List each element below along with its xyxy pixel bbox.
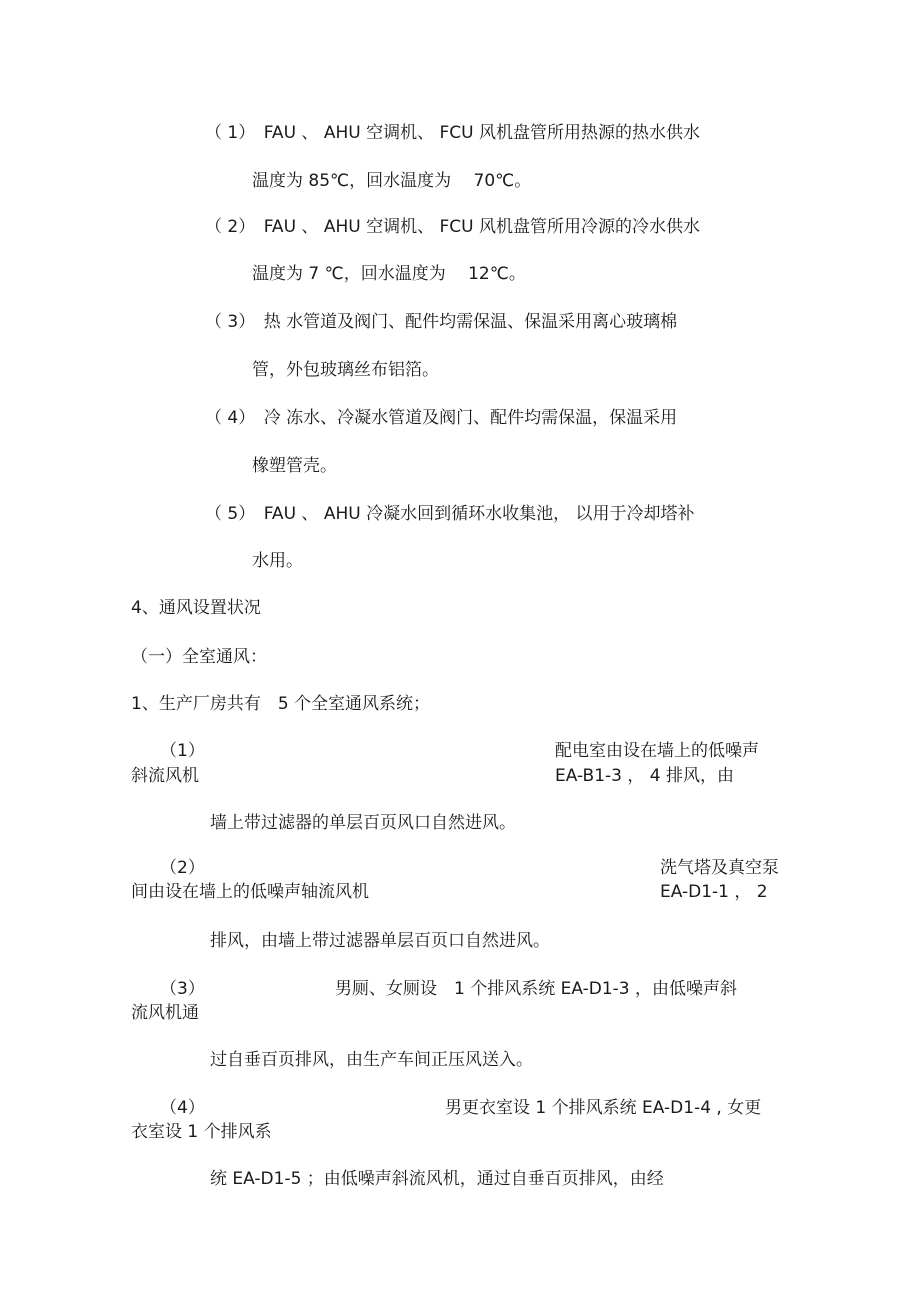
item-3-line-2: 管，外包玻璃丝布铝箔。	[252, 360, 439, 380]
item-2-line-1: （ 2） FAU 、 AHU 空调机、 FCU 风机盘管所用冷源的冷水供水	[205, 217, 700, 237]
subsection-heading: （一）全室通风：	[131, 647, 267, 667]
item-2-line-2: 温度为 7 ℃，回水温度为 12℃。	[252, 264, 526, 284]
item-4-line-2: 橡塑管壳。	[252, 456, 337, 476]
sub-item-2-text-b: 间由设在墙上的低噪声轴流风机	[131, 882, 369, 902]
sub-item-4-text-b: 衣室设 1 个排风系	[131, 1122, 272, 1142]
item-1-line-2: 温度为 85℃，回水温度为 70℃。	[252, 171, 532, 191]
sub-item-2-text-d: 排风，由墙上带过滤器单层百页口自然进风。	[210, 931, 550, 951]
sub-item-1-number: （1）	[160, 741, 205, 761]
sub-item-1-text-c: EA-B1-3 ， 4 排风，由	[555, 766, 734, 786]
sub-item-1-text-b: 斜流风机	[131, 766, 199, 786]
sub-item-1-text-d: 墙上带过滤器的单层百页风口自然进风。	[210, 813, 516, 833]
sub-item-4-text-a: 男更衣室设 1 个排风系统 EA-D1-4 , 女更	[445, 1098, 762, 1118]
item-1-line-1: （ 1） FAU 、 AHU 空调机、 FCU 风机盘管所用热源的热水供水	[205, 123, 700, 143]
sub-item-3-text-c: 过自垂百页排风，由生产车间正压风送入。	[210, 1050, 533, 1070]
sub-item-3-number: （3）	[160, 979, 205, 999]
item-4-line-1: （ 4） 冷 冻水、冷凝水管道及阀门、配件均需保温，保温采用	[205, 408, 678, 428]
sub-item-1-text-a: 配电室由设在墙上的低噪声	[555, 741, 759, 761]
sub-item-4-text-c: 统 EA-D1-5 ；由低噪声斜流风机，通过自垂百页排风，由经	[210, 1169, 664, 1189]
item-5-line-1: （ 5） FAU 、 AHU 冷凝水回到循环水收集池， 以用于冷却塔补	[205, 504, 695, 524]
item-3-line-1: （ 3） 热 水管道及阀门、配件均需保温、保温采用离心玻璃棉	[205, 312, 678, 332]
section-heading: 4、通风设置状况	[131, 598, 261, 618]
item-5-line-2: 水用。	[252, 551, 303, 571]
sub-item-4-number: （4）	[160, 1098, 205, 1118]
sub-item-3-text-a: 男厕、女厕设 1 个排风系统 EA-D1-3 ，由低噪声斜	[335, 979, 738, 999]
summary-line: 1、生产厂房共有 5 个全室通风系统；	[131, 694, 431, 714]
sub-item-2-text-c: EA-D1-1 ， 2	[660, 882, 768, 902]
sub-item-2-text-a: 洗气塔及真空泵	[660, 858, 779, 878]
sub-item-3-text-b: 流风机通	[131, 1003, 199, 1023]
sub-item-2-number: （2）	[160, 858, 205, 878]
